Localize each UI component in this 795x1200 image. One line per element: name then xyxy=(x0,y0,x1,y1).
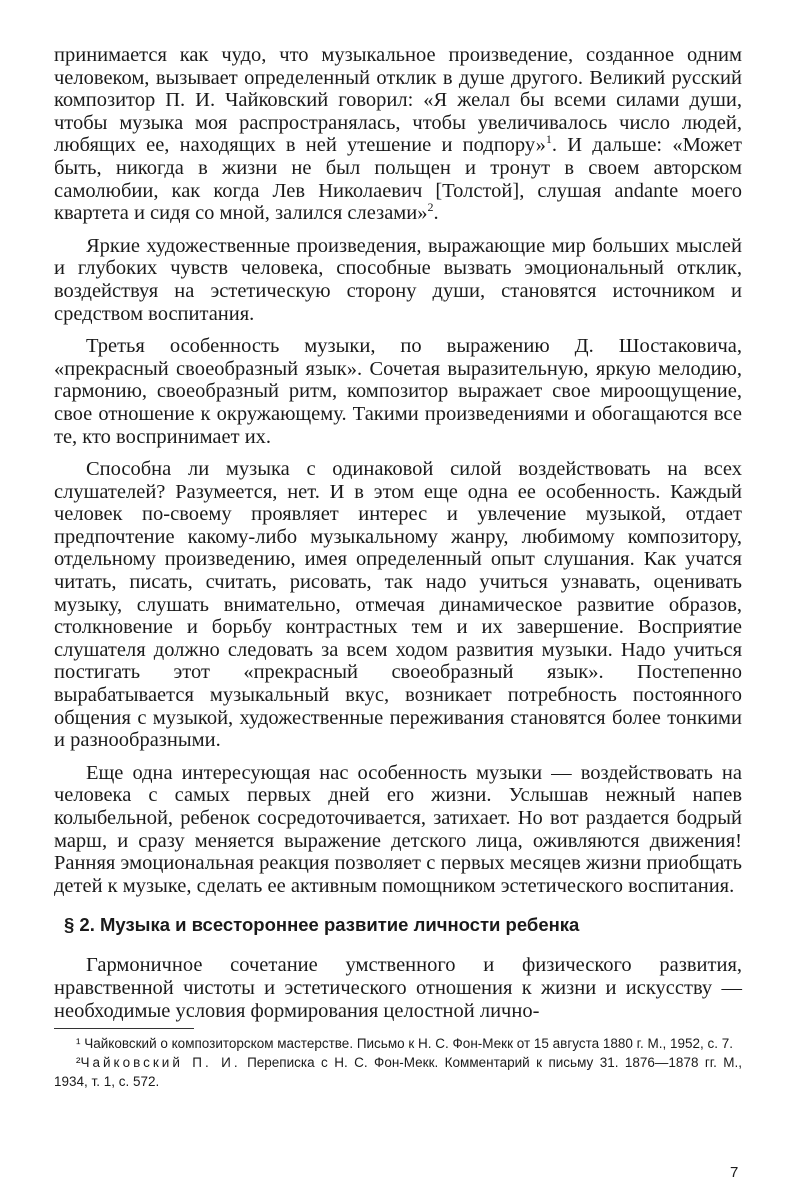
paragraph-6: Гармоничное сочетание умственного и физического развития, нравственной чистоты и эстетического отношения к жизни и искусству — необходимые условия формирования целостной лично- xyxy=(54,954,742,1022)
paragraph-5: Еще одна интересующая нас особенность музыки — воздействовать на человека с самых первых дней его жизни. Услышав нежный напев колыбельной, ребенок сосредоточивается, затихает. Но вот раздается бодрый марш, и сразу меняется выражение детского лица, оживляются движения! Ранняя эмоциональная реакция позволяет с первых месяцев жизни приобщать детей к музыке, сделать ее активным помощником эстетического воспитания. xyxy=(54,761,742,897)
page-number: 7 xyxy=(730,1164,739,1181)
paragraph-4: Способна ли музыка с одинаковой силой воздействовать на всех слушателей? Разумеется, нет. И в этом еще одна ее особенность. Каждый человек по-своему проявляет интерес и увлечение музыкой, отдает предпочтение какому-либо музыкальному жанру, любимому композитору, отдельному произведению, имея определенный опыт слушания. Как учатся читать, писать, считать, рисовать, так надо учиться узнавать, оценивать музыку, слушать внимательно, отмечая динамическое развитие образов, столкновение и борьбу контрастных тем и их завершение. Восприятие слушателя должно следовать за всем ходом развития музыки. Надо учиться постигать этот «прекрасный своеобразный язык». Постепенно вырабатывается музыкальный вкус, возникает потребность постоянного общения с музыкой, художественные переживания становятся более тонкими и разнообразными. xyxy=(54,458,742,752)
footnote-2 xyxy=(54,1053,742,1091)
paragraph-1 xyxy=(54,44,742,225)
footnote-1-text: ¹ Чайковский о композиторском мастерстве. Письмо к Н. С. Фон-Мекк от 15 августа 1880 г. М., 1952, с. 7. xyxy=(76,1036,733,1052)
footnote-2-author: Чайковский П. И. xyxy=(80,1055,241,1071)
paragraph-3: Третья особенность музыки, по выражению Д. Шостаковича, «прекрасный своеобразный язык». Сочетая выразительную, яркую мелодию, гармонию, своеобразный ритм, композитор выражает свое мироощущение, свое отношение к окружающему. Такими произведениями и обогащаются все те, кто воспринимает их. xyxy=(54,335,742,448)
footnote-divider xyxy=(54,1028,194,1029)
paragraph-1-text-b: . И дальше: «Может быть, никогда в жизни не был польщен и тронут в своем авторском самолюбии, как когда Лев Николаевич [Толстой], слушая andante моего квартета и сидя со мной, залился слезами» xyxy=(54,134,742,225)
page-body xyxy=(54,44,742,1091)
paragraph-1-text-a: принимается как чудо, что музыкальное произведение, созданное одним человеком, вызывает определенный отклик в душе другого. Великий русский композитор П. И. Чайковский говорил: «Я желал бы всеми силами души, чтобы музыка моя распространялась, чтобы увеличивалось число людей, любящих ее, находящих в ней утешение и подпору» xyxy=(54,44,742,157)
paragraph-1-text-c: . xyxy=(433,202,439,225)
footnote-ref-2: 2 xyxy=(427,200,434,215)
footnote-2-text: Переписка с Н. С. Фон-Мекк. Комментарий к письму 31. 1876—1878 гг. М., 1934, т. 1, с. 572. xyxy=(54,1055,742,1090)
footnote-ref-1: 1 xyxy=(545,132,552,147)
paragraph-2: Яркие художественные произведения, выражающие мир больших мыслей и глубоких чувств человека, способные вызвать эмоциональный отклик, воздействуя на эстетическую сторону души, становятся источником и средством воспитания. xyxy=(54,234,742,325)
section-heading: § 2. Музыка и всестороннее развитие личности ребенка xyxy=(64,914,580,936)
footnote-2-marker: ² xyxy=(76,1055,81,1071)
footnote-1 xyxy=(54,1034,742,1053)
